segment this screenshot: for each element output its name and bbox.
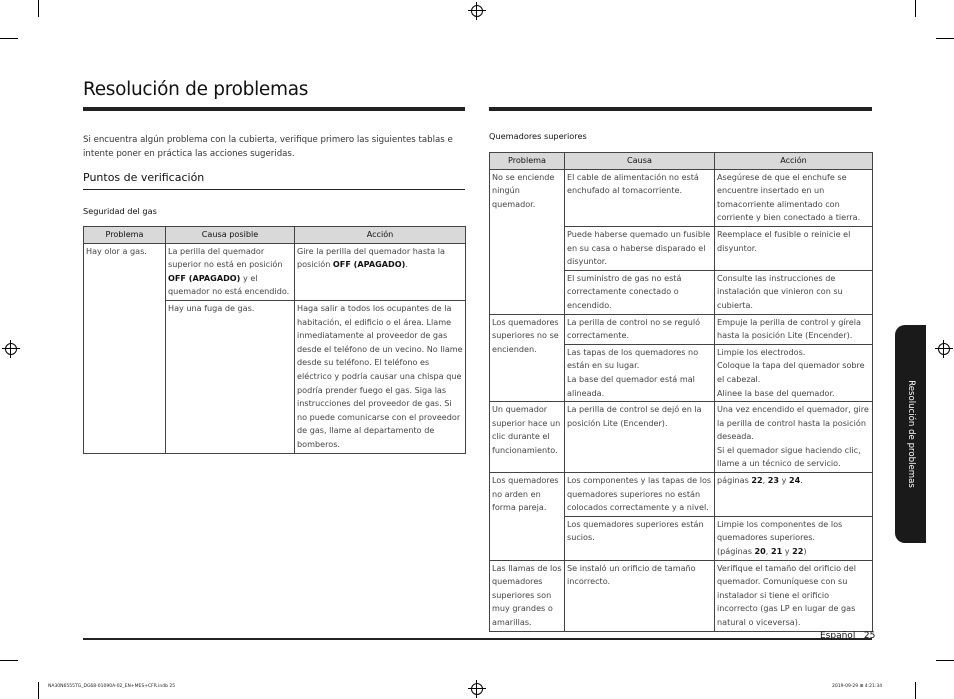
- crop-mark: [0, 38, 18, 39]
- gas-subtitle: Seguridad del gas: [83, 206, 157, 216]
- footer-rule: [83, 638, 872, 640]
- cause-cell: Las tapas de los quemadores no están en su lugar. La base del quemador está mal alineada.: [565, 344, 715, 401]
- column-header: Causa: [565, 153, 715, 170]
- cause-cell: Hay una fuga de gas.: [166, 300, 295, 453]
- cause-cell: La perilla del quemador superior no está en posición OFF (APAGADO) y el quemador no está encendido.: [166, 243, 295, 300]
- cause-cell: La perilla de control no se reguló correctamente.: [565, 314, 715, 344]
- crop-mark: [915, 0, 916, 17]
- column-header: Problema: [490, 153, 565, 170]
- page-footer: [820, 631, 875, 641]
- section-side-tab: [895, 325, 926, 543]
- print-slug-file: NA30N6555TG_DG68-01090A-02_EN+MES+CFR.indb 25: [48, 684, 176, 689]
- side-tab-label: Resolución de problemas: [905, 380, 916, 488]
- action-cell: Una vez encendido el quemador, gire la perilla de control hasta la posición deseada. Si el quemador sigue haciendo clic, llame a un técnico de servicio.: [715, 402, 873, 473]
- registration-mark-icon: [937, 342, 951, 356]
- section-heading: Puntos de verificación: [83, 171, 205, 184]
- table-header-row: [84, 227, 466, 244]
- crop-mark: [0, 660, 18, 661]
- action-cell: Reemplace el fusible o reinicie el disyuntor.: [715, 226, 873, 270]
- burners-subtitle: Quemadores superiores: [489, 131, 587, 141]
- title-rule: [83, 107, 465, 111]
- page-title: Resolución de problemas: [83, 79, 309, 100]
- action-cell: Verifique el tamaño del orificio del quemador. Comuníquese con su instalador si tiene el orificio incorrecto (gas LP en lugar de gas natural o viceversa).: [715, 560, 873, 631]
- table-row: [490, 169, 873, 226]
- action-cell: Gire la perilla del quemador hasta la posición OFF (APAGADO).: [295, 243, 466, 300]
- registration-mark-icon: [4, 342, 18, 356]
- crop-mark: [936, 38, 954, 39]
- problem-cell: Un quemador superior hace un clic durante el funcionamiento.: [490, 402, 565, 473]
- crop-mark: [915, 682, 916, 699]
- action-cell: Empuje la perilla de control y gírela hasta la posición Lite (Encender).: [715, 314, 873, 344]
- cause-cell: La perilla de control se dejó en la posición Lite (Encender).: [565, 402, 715, 473]
- action-cell: Haga salir a todos los ocupantes de la habitación, el edificio o el área. Llame inmediatamente al proveedor de gas desde el teléfono de un vecino. No llame desde su teléfono. El teléfono es eléctrico y podría causar una chispa que podría prender fuego el gas. Siga las instrucciones del proveedor de gas. Si no puede comunicarse con el proveedor de gas, llame al departamento de bomberos.: [295, 300, 466, 453]
- footer-language: Español: [820, 631, 856, 641]
- table-header-row: [490, 153, 873, 170]
- crop-mark: [38, 0, 39, 17]
- table-row: [490, 473, 873, 517]
- action-cell: páginas 22, 23 y 24.: [715, 473, 873, 517]
- cause-cell: El suministro de gas no está correctamente conectado o encendido.: [565, 270, 715, 314]
- cause-cell: El cable de alimentación no está enchufado al tomacorriente.: [565, 169, 715, 226]
- crop-mark: [38, 682, 39, 699]
- column-header: Acción: [295, 227, 466, 244]
- title-rule-right: [489, 107, 872, 111]
- action-cell: Asegúrese de que el enchufe se encuentre insertado en un tomacorriente alimentado con corriente y bien conectado a tierra.: [715, 169, 873, 226]
- table-row: [490, 314, 873, 344]
- action-cell: Consulte las instrucciones de instalación que vinieron con su cubierta.: [715, 270, 873, 314]
- registration-mark-icon: [470, 682, 484, 696]
- print-slug-date: 2019-09-29 ⊞ 4:21:34: [832, 684, 883, 689]
- action-cell: Limpie los componentes de los quemadores superiores. (páginas 20, 21 y 22): [715, 516, 873, 560]
- problem-cell: Los quemadores superiores no se encienden.: [490, 314, 565, 402]
- problem-cell: Las llamas de los quemadores superiores son muy grandes o amarillas.: [490, 560, 565, 631]
- table-row: [490, 402, 873, 473]
- page-number: 25: [863, 631, 876, 641]
- action-cell: Limpie los electrodos. Coloque la tapa del quemador sobre el cabezal. Alinee la base del quemador.: [715, 344, 873, 401]
- column-header: Problema: [84, 227, 166, 244]
- table-row: [490, 560, 873, 631]
- cause-cell: Los quemadores superiores están sucios.: [565, 516, 715, 560]
- cause-cell: Se instaló un orificio de tamaño incorrecto.: [565, 560, 715, 631]
- burners-table: [489, 152, 873, 632]
- registration-mark-icon: [470, 4, 484, 18]
- problem-cell: Hay olor a gas.: [84, 243, 166, 453]
- section-rule: [83, 189, 465, 190]
- crop-mark: [936, 660, 954, 661]
- problem-cell: No se enciende ningún quemador.: [490, 169, 565, 314]
- intro-text: Si encuentra algún problema con la cubierta, verifique primero las siguientes tablas e intente poner en práctica las acciones sugeridas.: [83, 135, 453, 159]
- cause-cell: Puede haberse quemado un fusible en su casa o haberse disparado el disyuntor.: [565, 226, 715, 270]
- problem-cell: Los quemadores no arden en forma pareja.: [490, 473, 565, 561]
- column-header: Acción: [715, 153, 873, 170]
- cause-cell: Los componentes y las tapas de los quemadores superiores no están colocados correctamente y a nivel.: [565, 473, 715, 517]
- column-header: Causa posible: [166, 227, 295, 244]
- gas-safety-table: [83, 226, 466, 454]
- table-row: [84, 243, 466, 300]
